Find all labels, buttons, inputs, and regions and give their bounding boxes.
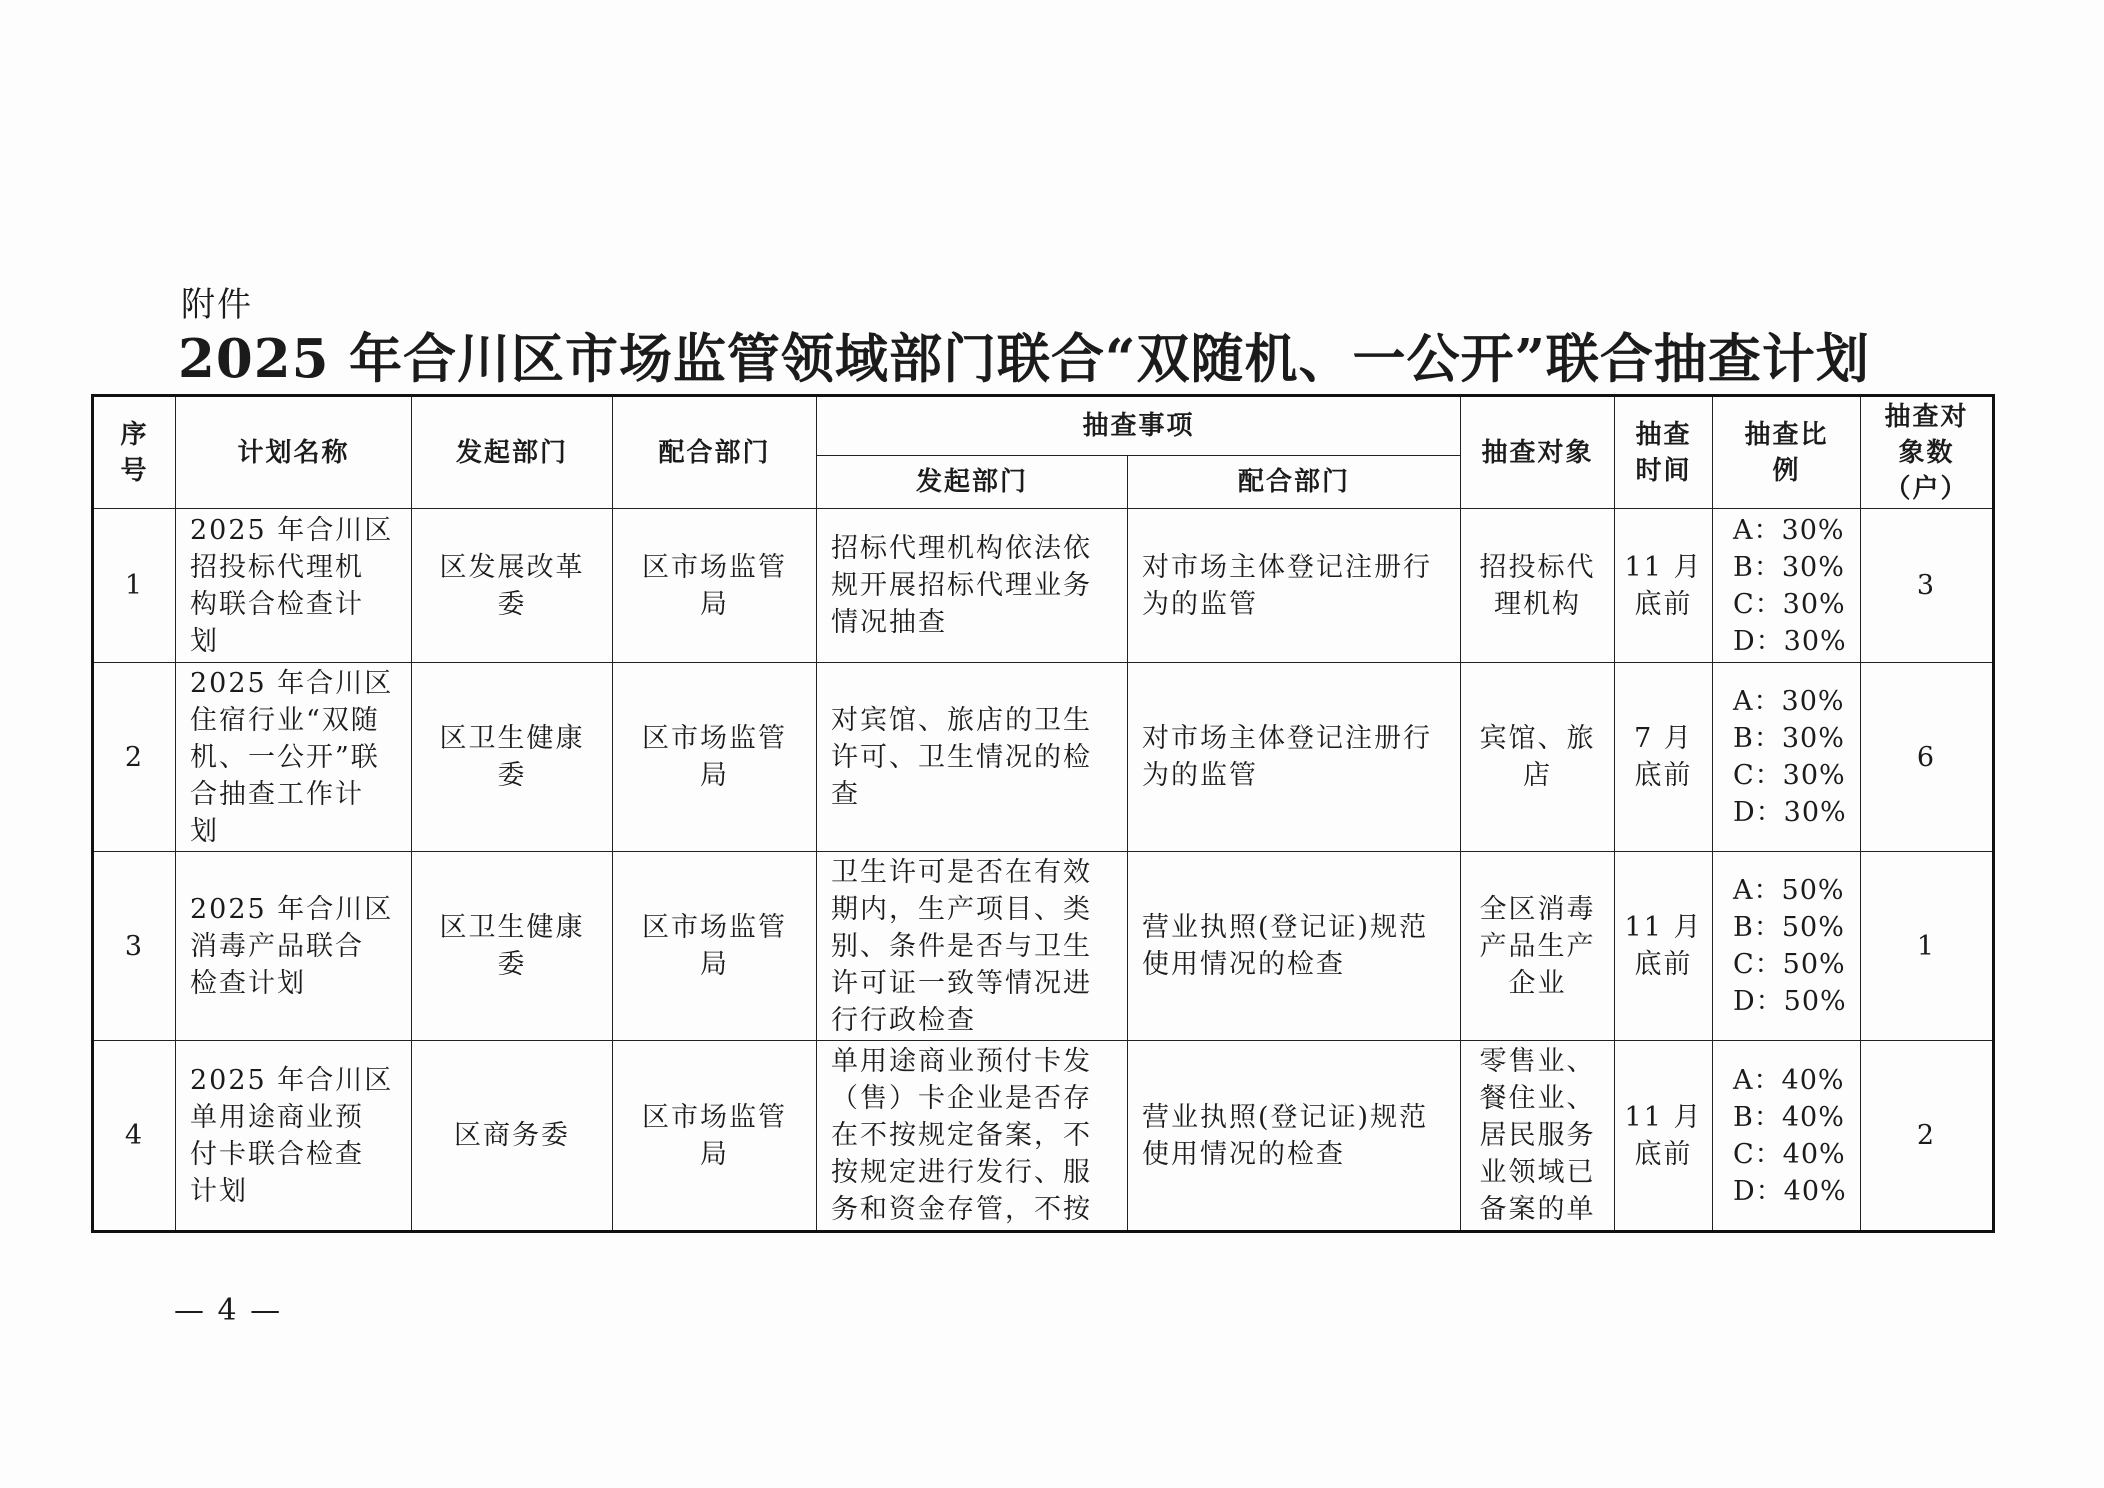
cell-ratio: A：50% B：50% C：50% D：50% <box>1713 852 1861 1041</box>
header-count: 抽查对 象数 （户） <box>1861 396 1994 509</box>
subheader-items-cooperating: 配合部门 <box>1128 456 1461 509</box>
cell-cooperating-dept: 区市场监管 局 <box>613 509 817 663</box>
cell-target: 零售业、 餐住业、 居民服务 业领域已 备案的单 <box>1461 1041 1615 1232</box>
cell-items-cooperating: 对市场主体登记注册行 为的监管 <box>1128 509 1461 663</box>
header-target: 抽查对象 <box>1461 396 1615 509</box>
cell-target: 全区消毒 产品生产 企业 <box>1461 852 1615 1041</box>
cell-ratio: A：30% B：30% C：30% D：30% <box>1713 509 1861 663</box>
cell-time: 7 月 底前 <box>1615 663 1713 852</box>
cell-plan-name: 2025 年合川区 消毒产品联合 检查计划 <box>176 852 412 1041</box>
table-row <box>93 1041 1994 1232</box>
cell-items-cooperating: 营业执照(登记证)规范 使用情况的检查 <box>1128 852 1461 1041</box>
cell-items-initiating: 对宾馆、旅店的卫生 许可、卫生情况的检 查 <box>817 663 1128 852</box>
cell-count: 1 <box>1861 852 1994 1041</box>
cell-time: 11 月 底前 <box>1615 509 1713 663</box>
cell-count: 3 <box>1861 509 1994 663</box>
cell-items-cooperating: 营业执照(登记证)规范 使用情况的检查 <box>1128 1041 1461 1232</box>
cell-ratio: A：40% B：40% C：40% D：40% <box>1713 1041 1861 1232</box>
cell-index: 3 <box>93 852 176 1041</box>
cell-count: 6 <box>1861 663 1994 852</box>
header-plan-name: 计划名称 <box>176 396 412 509</box>
header-time: 抽查 时间 <box>1615 396 1713 509</box>
table-header-row <box>93 396 1994 456</box>
cell-initiating-dept: 区发展改革 委 <box>412 509 613 663</box>
inspection-plan-table <box>91 394 1995 1233</box>
page-number: — 4 — <box>174 1293 283 1328</box>
page-title: 2025 年合川区市场监管领域部门联合“双随机、一公开”联合抽查计划 <box>178 328 1870 390</box>
table-row <box>93 663 1994 852</box>
header-initiating-dept: 发起部门 <box>412 396 613 509</box>
cell-items-initiating: 单用途商业预付卡发 （售）卡企业是否存 在不按规定备案，不 按规定进行发行、服 务和资金存管，不按 <box>817 1041 1128 1232</box>
cell-initiating-dept: 区商务委 <box>412 1041 613 1232</box>
cell-time: 11 月 底前 <box>1615 1041 1713 1232</box>
cell-plan-name: 2025 年合川区 招投标代理机 构联合检查计 划 <box>176 509 412 663</box>
header-index: 序 号 <box>93 396 176 509</box>
table-body <box>93 509 1994 1232</box>
cell-index: 1 <box>93 509 176 663</box>
cell-plan-name: 2025 年合川区 住宿行业“双随 机、一公开”联 合抽查工作计 划 <box>176 663 412 852</box>
cell-cooperating-dept: 区市场监管 局 <box>613 852 817 1041</box>
cell-time: 11 月 底前 <box>1615 852 1713 1041</box>
header-inspection-items: 抽查事项 <box>817 396 1461 456</box>
header-ratio: 抽查比 例 <box>1713 396 1861 509</box>
cell-index: 4 <box>93 1041 176 1232</box>
cell-index: 2 <box>93 663 176 852</box>
cell-items-initiating: 招标代理机构依法依 规开展招标代理业务 情况抽查 <box>817 509 1128 663</box>
cell-initiating-dept: 区卫生健康 委 <box>412 852 613 1041</box>
subheader-items-initiating: 发起部门 <box>817 456 1128 509</box>
cell-items-initiating: 卫生许可是否在有效 期内，生产项目、类 别、条件是否与卫生 许可证一致等情况进 行行政检查 <box>817 852 1128 1041</box>
cell-cooperating-dept: 区市场监管 局 <box>613 1041 817 1232</box>
header-cooperating-dept: 配合部门 <box>613 396 817 509</box>
attachment-label: 附件 <box>181 285 253 325</box>
table-row <box>93 852 1994 1041</box>
table-row <box>93 509 1994 663</box>
cell-cooperating-dept: 区市场监管 局 <box>613 663 817 852</box>
cell-target: 招投标代 理机构 <box>1461 509 1615 663</box>
cell-target: 宾馆、旅 店 <box>1461 663 1615 852</box>
cell-ratio: A：30% B：30% C：30% D：30% <box>1713 663 1861 852</box>
cell-count: 2 <box>1861 1041 1994 1232</box>
cell-plan-name: 2025 年合川区 单用途商业预 付卡联合检查 计划 <box>176 1041 412 1232</box>
cell-initiating-dept: 区卫生健康 委 <box>412 663 613 852</box>
cell-items-cooperating: 对市场主体登记注册行 为的监管 <box>1128 663 1461 852</box>
